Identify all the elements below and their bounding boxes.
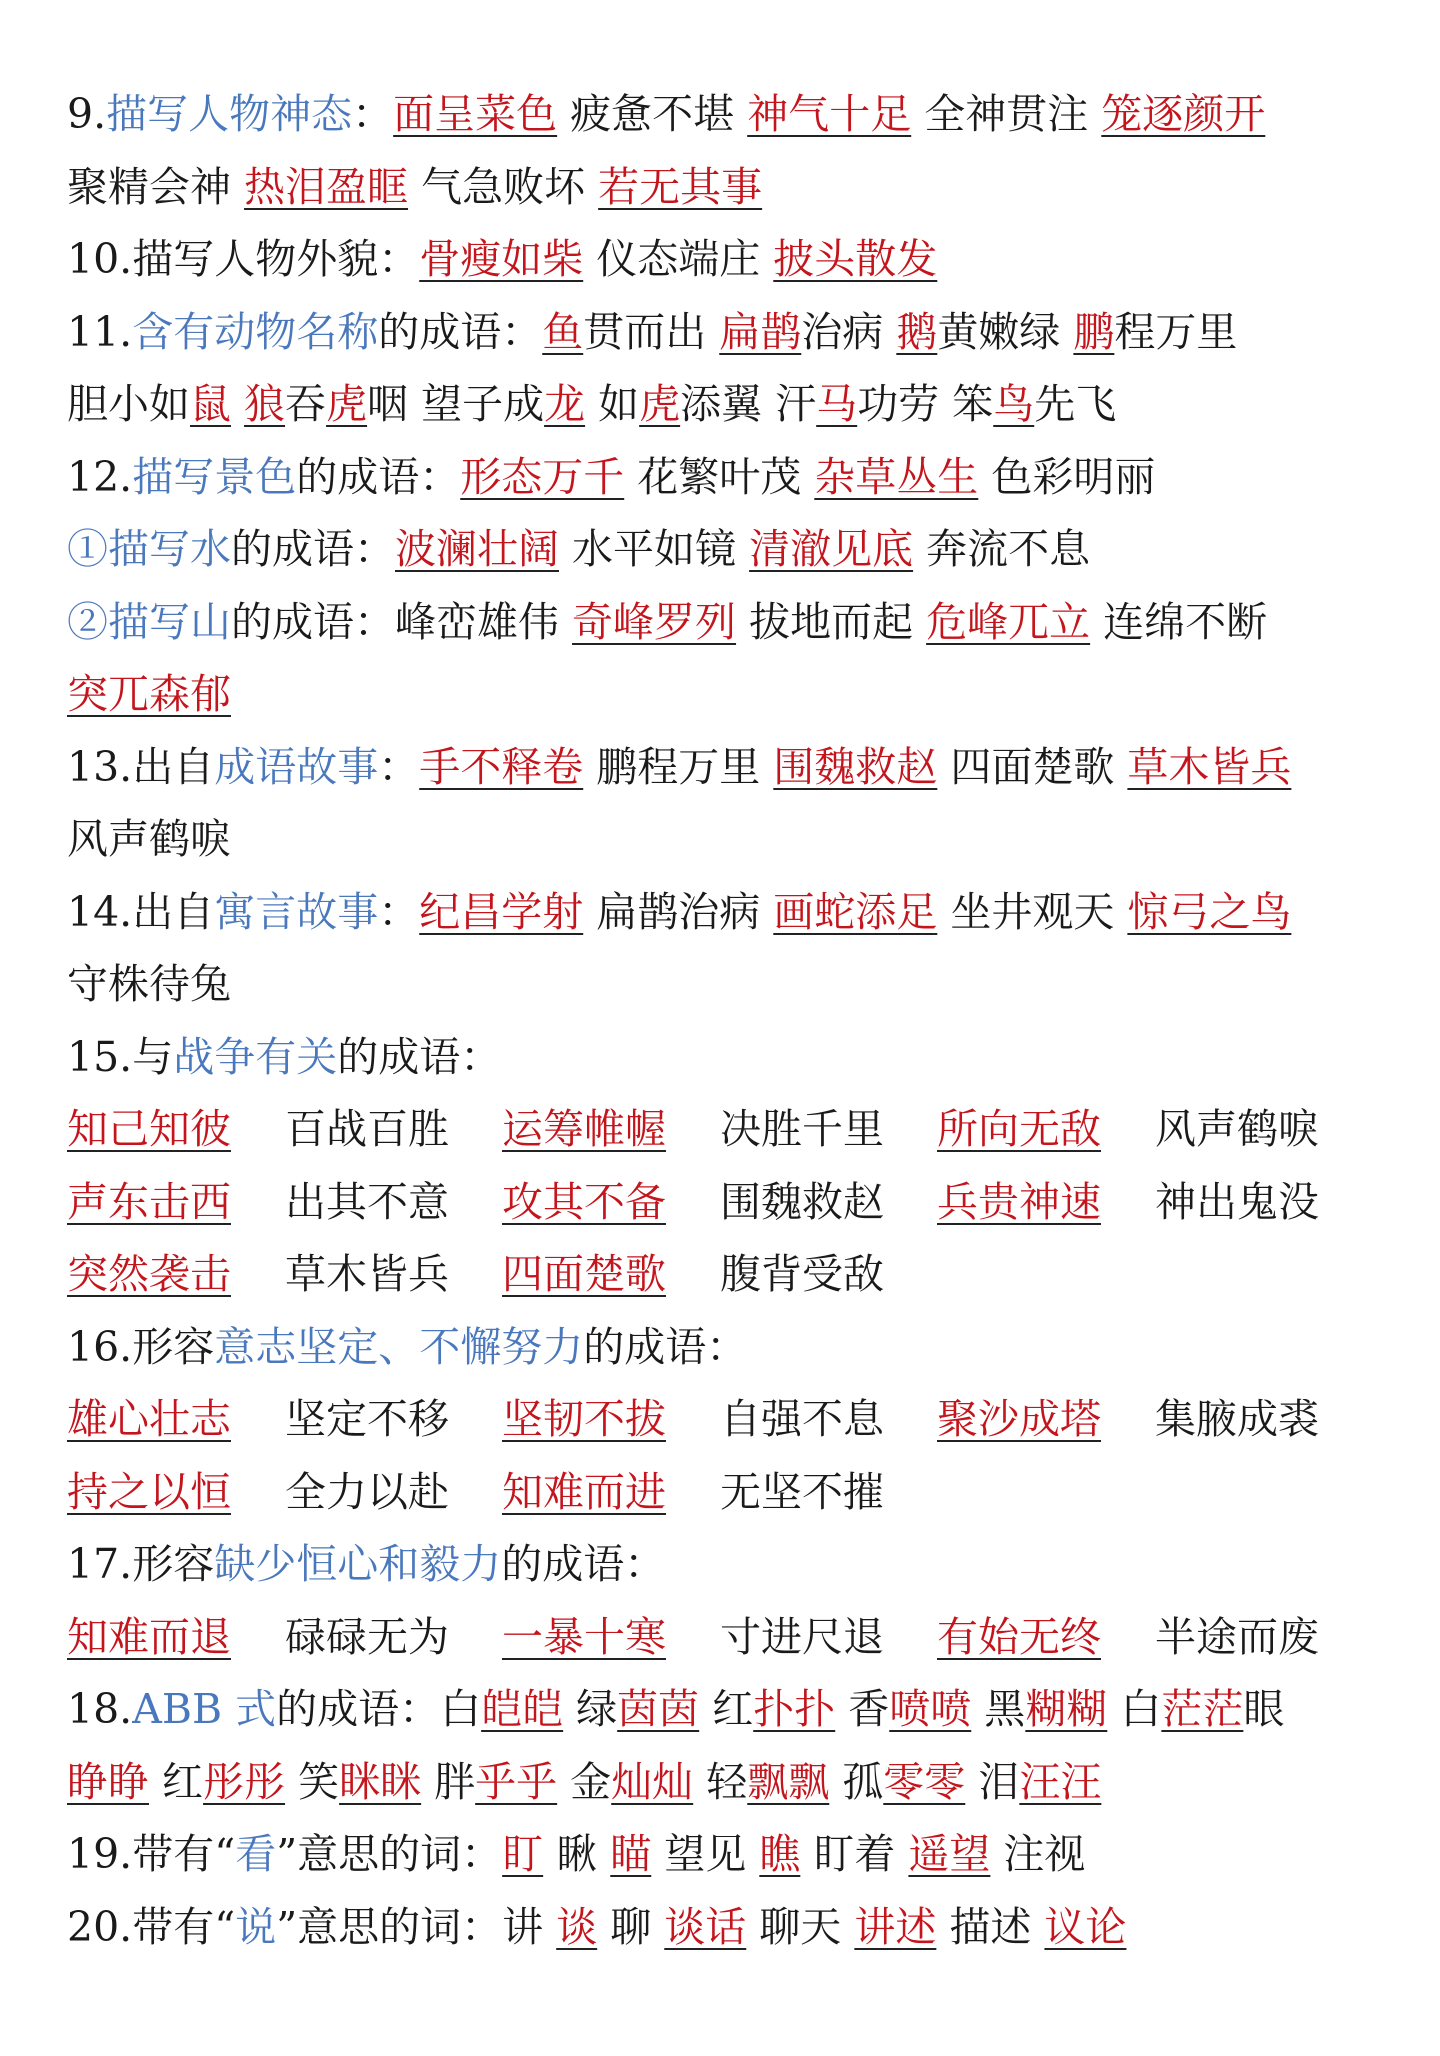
text-segment: 香: [835, 1685, 890, 1733]
text-segment: 胆小如: [67, 380, 190, 428]
category-label: ②描写山: [67, 597, 231, 646]
idiom-cell: 草木皆兵: [285, 1250, 449, 1298]
text-segment: 聊: [597, 1902, 665, 1951]
highlighted-answer: 所向无敌: [937, 1105, 1101, 1153]
highlighted-answer: 彤彤: [203, 1757, 286, 1806]
highlighted-answer: 盯: [502, 1830, 544, 1878]
text-segment: 14.出自: [67, 887, 215, 936]
text-segment: 望见: [651, 1830, 760, 1878]
text-segment: 疲惫不堪: [557, 90, 748, 138]
category-label: 缺少恒心和毅力: [214, 1540, 502, 1588]
text-segment: 黄嫩绿: [937, 307, 1074, 356]
idiom-cell: 出其不意: [285, 1177, 449, 1226]
highlighted-answer: 眯眯: [339, 1757, 422, 1806]
text-line: [0, 1383, 1440, 1456]
highlighted-answer: 瞧: [759, 1830, 801, 1878]
text-segment: 10.描写人物外貌：: [67, 235, 420, 283]
highlighted-answer: 攻其不备: [502, 1177, 666, 1226]
highlighted-answer: 突兀森郁: [67, 670, 231, 718]
text-segment: 18.: [67, 1685, 133, 1733]
highlighted-answer: 骨瘦如柴: [419, 235, 584, 283]
text-segment: 功劳 笨: [857, 380, 994, 428]
highlighted-answer: 纪昌学射: [419, 887, 584, 936]
text-segment: 注视: [990, 1830, 1086, 1878]
category-label: 成语故事: [214, 742, 379, 791]
text-line: [0, 151, 1440, 224]
highlighted-answer: 灿灿: [611, 1757, 694, 1806]
category-label: 描写人物神态: [106, 90, 353, 138]
highlighted-answer: 坚韧不拔: [502, 1395, 666, 1443]
text-segment: 鹏程万里: [583, 742, 774, 791]
highlighted-answer: 虎: [639, 380, 681, 428]
text-segment: 的成语：: [378, 307, 543, 356]
text-segment: 的成语：峰峦雄伟: [231, 597, 573, 646]
text-segment: 聚精会神: [67, 162, 245, 211]
highlighted-answer: 面呈菜色: [393, 90, 558, 138]
text-segment: 气急败坏: [408, 162, 599, 211]
highlighted-answer: 龙: [544, 380, 586, 428]
text-segment: 水平如镜: [559, 525, 750, 573]
highlighted-answer: 讲述: [854, 1902, 937, 1951]
text-segment: 聊天: [746, 1902, 855, 1951]
text-segment: “: [214, 1902, 236, 1951]
highlighted-answer: 笼逐颜开: [1101, 90, 1266, 138]
text-segment: 扁鹊治病: [583, 887, 774, 936]
text-line: [0, 1311, 1440, 1384]
text-segment: 花繁叶茂: [624, 452, 815, 501]
text-segment: 眼: [1243, 1685, 1285, 1733]
text-segment: [231, 380, 244, 428]
text-segment: 12.: [67, 452, 133, 501]
highlighted-answer: 一暴十寒: [502, 1612, 666, 1661]
highlighted-answer: 有始无终: [937, 1612, 1101, 1661]
text-line: [0, 1166, 1440, 1239]
text-segment: 13.出自: [67, 742, 215, 791]
highlighted-answer: 形态万千: [460, 452, 625, 501]
text-line: [0, 296, 1440, 369]
text-segment: 贯而出: [583, 307, 720, 356]
highlighted-answer: 聚沙成塔: [937, 1395, 1101, 1443]
highlighted-answer: 草木皆兵: [1127, 742, 1292, 791]
text-segment: 黑: [971, 1685, 1026, 1733]
text-segment: 全神贯注: [911, 90, 1102, 138]
highlighted-answer: 汪汪: [1019, 1757, 1102, 1806]
text-segment: 17.形容: [67, 1540, 215, 1588]
idiom-cell: 百战百胜: [285, 1105, 449, 1153]
highlighted-answer: 惊弓之鸟: [1127, 887, 1292, 936]
text-line: [0, 1746, 1440, 1819]
text-line: [0, 1093, 1440, 1166]
highlighted-answer: 雄心壮志: [67, 1395, 231, 1443]
text-segment: “: [214, 1830, 236, 1878]
text-segment: 奔流不息: [913, 525, 1091, 573]
category-label: 看: [235, 1830, 277, 1878]
text-line: [0, 1673, 1440, 1746]
category-label: 含有动物名称: [132, 307, 379, 356]
text-segment: 金: [557, 1757, 612, 1806]
text-line: [0, 223, 1440, 296]
text-segment: 笑: [285, 1757, 340, 1806]
text-line: [0, 1818, 1440, 1891]
highlighted-answer: 声东击西: [67, 1177, 231, 1226]
highlighted-answer: 知己知彼: [67, 1105, 231, 1153]
text-segment: 的成语：: [337, 1032, 502, 1081]
highlighted-answer: 画蛇添足: [773, 887, 938, 936]
text-segment: ：: [378, 887, 420, 936]
text-line: [0, 586, 1440, 659]
text-segment: 描述: [936, 1902, 1045, 1951]
text-segment: 的成语：: [583, 1322, 748, 1371]
highlighted-answer: 杂草丛生: [814, 452, 979, 501]
text-segment: 守株待兔: [67, 960, 231, 1008]
text-segment: 红: [149, 1757, 204, 1806]
idiom-cell: 碌碌无为: [285, 1612, 449, 1661]
text-line: [0, 1456, 1440, 1529]
text-segment: 的成语：: [296, 452, 461, 501]
highlighted-answer: 狼: [244, 380, 286, 428]
highlighted-answer: 危峰兀立: [926, 597, 1091, 646]
idiom-cell: 全力以赴: [285, 1467, 449, 1516]
text-segment: 添翼 汗: [680, 380, 817, 428]
highlighted-answer: 鼠: [190, 380, 231, 428]
highlighted-answer: 鹏: [1073, 307, 1115, 356]
text-segment: 吞: [285, 380, 327, 428]
text-line: [0, 731, 1440, 804]
highlighted-answer: 茫茫: [1161, 1685, 1244, 1733]
text-line: [0, 948, 1440, 1021]
text-segment: 盯着: [800, 1830, 909, 1878]
idiom-cell: 决胜千里: [720, 1105, 884, 1153]
text-line: [0, 441, 1440, 514]
highlighted-answer: 谈话: [664, 1902, 747, 1951]
highlighted-answer: 热泪盈眶: [244, 162, 409, 211]
text-segment: 如: [585, 380, 640, 428]
category-label: 寓言故事: [214, 887, 379, 936]
highlighted-answer: 扑扑: [753, 1685, 836, 1733]
highlighted-answer: 皑皑: [481, 1685, 564, 1733]
idiom-cell: 自强不息: [720, 1395, 884, 1443]
highlighted-answer: 披头散发: [773, 235, 938, 283]
highlighted-answer: 知难而退: [67, 1612, 231, 1661]
idiom-cell: 风声鹤唳: [1155, 1105, 1319, 1153]
text-segment: 仪态端庄: [583, 235, 774, 283]
idiom-cell: 寸进尺退: [720, 1612, 884, 1661]
highlighted-answer: 糊糊: [1025, 1685, 1108, 1733]
highlighted-answer: 围魏救赵: [773, 742, 938, 791]
highlighted-answer: 遥望: [908, 1830, 991, 1878]
idiom-cell: 坚定不移: [285, 1395, 449, 1443]
idiom-cell: 无坚不摧: [720, 1467, 884, 1516]
text-segment: ”意思的词：讲: [276, 1902, 557, 1951]
text-segment: 15.与: [67, 1032, 174, 1081]
text-segment: 泪: [965, 1757, 1020, 1806]
text-segment: 先飞: [1034, 380, 1117, 428]
highlighted-answer: 突然袭击: [67, 1250, 231, 1298]
text-segment: 胖: [421, 1757, 476, 1806]
text-segment: 拔地而起: [736, 597, 927, 646]
highlighted-answer: 睁睁: [67, 1757, 149, 1806]
text-line: [0, 1891, 1440, 1964]
text-segment: 红: [699, 1685, 754, 1733]
highlighted-answer: 神气十足: [747, 90, 912, 138]
text-line: [0, 1021, 1440, 1094]
category-label: ABB 式: [132, 1685, 277, 1733]
category-label: 战争有关: [173, 1032, 338, 1081]
text-segment: 四面楚歌: [937, 742, 1128, 791]
highlighted-answer: 谈: [556, 1902, 598, 1951]
idiom-cell: 半途而废: [1155, 1612, 1319, 1661]
category-label: 说: [235, 1902, 277, 1951]
highlighted-answer: 清澈见底: [749, 525, 914, 573]
text-segment: 9.: [67, 90, 107, 138]
highlighted-answer: 零零: [883, 1757, 966, 1806]
text-segment: 咽 望子成: [367, 380, 545, 428]
text-segment: 程万里: [1114, 307, 1238, 356]
text-segment: 瞅: [543, 1830, 611, 1878]
highlighted-answer: 议论: [1044, 1902, 1127, 1951]
highlighted-answer: 四面楚歌: [502, 1250, 666, 1298]
highlighted-answer: 手不释卷: [419, 742, 584, 791]
text-segment: ：: [378, 742, 420, 791]
text-segment: 治病: [801, 307, 897, 356]
text-segment: 白: [1107, 1685, 1162, 1733]
highlighted-answer: 瞄: [610, 1830, 652, 1878]
highlighted-answer: 兵贵神速: [937, 1177, 1101, 1226]
text-segment: 19.带有: [67, 1830, 215, 1878]
idiom-cell: 腹背受敌: [720, 1250, 884, 1298]
highlighted-answer: 飘飘: [747, 1757, 830, 1806]
highlighted-answer: 乎乎: [475, 1757, 558, 1806]
text-line: [0, 78, 1440, 151]
category-label: 意志坚定、不懈努力: [214, 1322, 584, 1371]
text-segment: 16.形容: [67, 1322, 215, 1371]
highlighted-answer: 知难而进: [502, 1467, 666, 1516]
category-label: 描写景色: [132, 452, 297, 501]
highlighted-answer: 鱼: [542, 307, 584, 356]
text-segment: 风声鹤唳: [67, 815, 231, 863]
highlighted-answer: 鸟: [993, 380, 1035, 428]
highlighted-answer: 马: [816, 380, 858, 428]
text-segment: 色彩明丽: [978, 452, 1156, 501]
text-segment: 坐井观天: [937, 887, 1128, 936]
highlighted-answer: 鹅: [896, 307, 938, 356]
text-segment: 11.: [67, 307, 133, 356]
highlighted-answer: 波澜壮阔: [395, 525, 559, 573]
highlighted-answer: 喷喷: [889, 1685, 972, 1733]
highlighted-answer: 扁鹊: [719, 307, 802, 356]
highlighted-answer: 虎: [326, 380, 368, 428]
text-line: [0, 513, 1440, 586]
text-segment: 的成语：白: [276, 1685, 482, 1733]
text-segment: 的成语：: [501, 1540, 666, 1588]
idiom-cell: 围魏救赵: [720, 1177, 884, 1226]
idiom-cell: 集腋成裘: [1155, 1395, 1319, 1443]
text-segment: ：: [352, 90, 394, 138]
text-line: [0, 368, 1440, 441]
idiom-cell: 神出鬼没: [1155, 1177, 1319, 1226]
text-line: [0, 876, 1440, 949]
highlighted-answer: 奇峰罗列: [572, 597, 737, 646]
text-segment: 绿: [563, 1685, 618, 1733]
text-line: [0, 1601, 1440, 1674]
text-segment: 20.带有: [67, 1902, 215, 1951]
text-segment: ”意思的词：: [276, 1830, 503, 1878]
text-line: [0, 658, 1440, 731]
highlighted-answer: 运筹帷幄: [502, 1105, 666, 1153]
highlighted-answer: 茵茵: [617, 1685, 700, 1733]
text-segment: 孤: [829, 1757, 884, 1806]
highlighted-answer: 持之以恒: [67, 1467, 231, 1516]
text-line: [0, 803, 1440, 876]
text-segment: 的成语：: [231, 525, 395, 573]
text-segment: 连绵不断: [1090, 597, 1268, 646]
text-line: [0, 1238, 1440, 1311]
highlighted-answer: 若无其事: [598, 162, 763, 211]
text-segment: 轻: [693, 1757, 748, 1806]
text-line: [0, 1528, 1440, 1601]
category-label: ①描写水: [67, 525, 231, 573]
